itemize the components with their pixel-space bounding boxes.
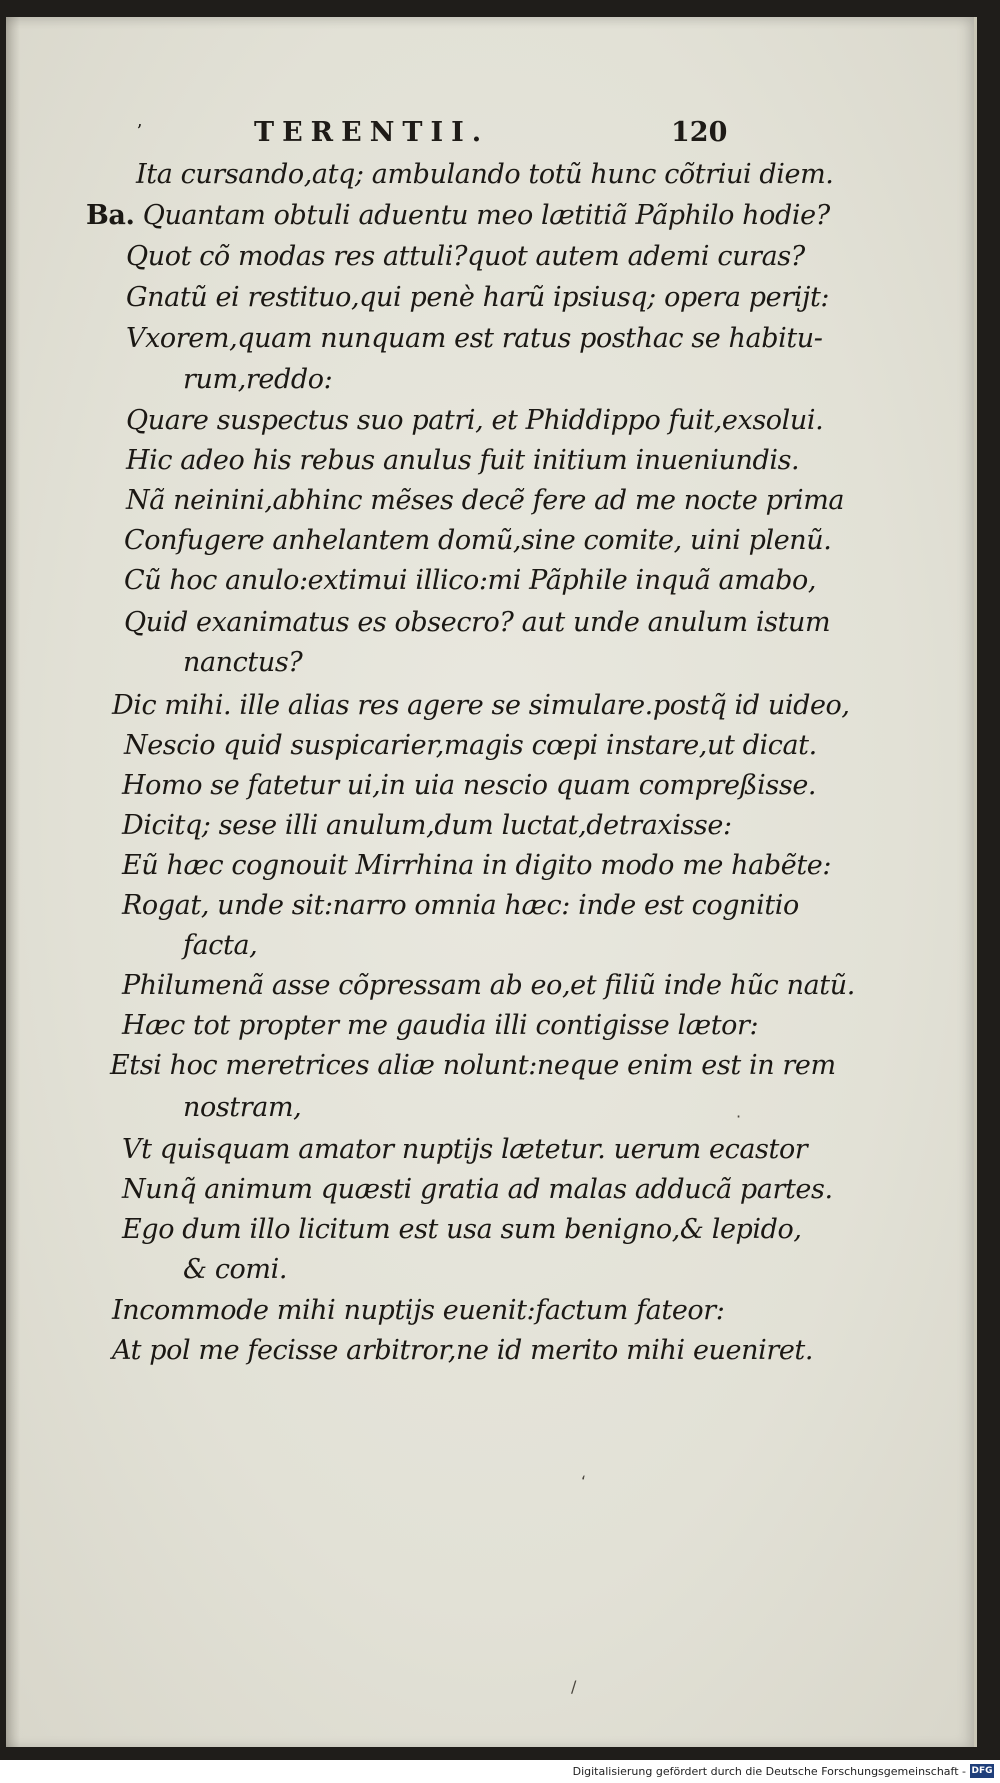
verse-line [183,647,302,678]
verse-line-text: nanctus? [183,647,303,678]
verse-line [112,1335,813,1366]
verse-line-text: Nescio quid suspicarier,magis cœpi instare,ut dicat. [124,730,817,761]
verse-line [122,970,855,1001]
verse-line [86,200,830,231]
verse-line [112,1295,724,1326]
ornament-tick: ʼ [136,121,142,142]
digitization-footer [0,1760,1000,1783]
verse-line [112,690,850,721]
verse-line [126,282,829,313]
verse-line-text: Rogat, unde sit:narro omnia hæc: inde est cognitio [122,890,799,921]
verse-line-text: Hæc tot propter me gaudia illi contigisse lætor: [122,1010,759,1041]
verse-line [136,159,833,190]
verse-line [126,485,844,516]
verse-line [183,1092,301,1123]
verse-line-text: Ita cursando,atq; ambulando totũ hunc cõtriui diem. [136,159,834,190]
verse-line [122,770,816,801]
verse-line [124,730,817,761]
verse-line [183,364,332,395]
verse-line-text: Philumenã asse cõpressam ab eo,et filiũ inde hũc natũ. [122,970,855,1001]
verse-line-text: Dic mihi. ille alias res agere se simulare.postq̃ id uideo, [112,690,850,721]
verse-line-text: Hic adeo his rebus anulus fuit initium inueniundis. [126,445,800,476]
verse-line [126,405,823,436]
verse-line [122,810,732,841]
verse-line [122,1134,807,1165]
verse-line [122,1174,833,1205]
verse-line-text: Vt quisquam amator nuptijs lætetur. uerum ecastor [122,1134,808,1165]
speaker-label: Ba. [86,200,135,231]
verse-line-text: nostram, [183,1092,302,1123]
verse-line-text: Ego dum illo licitum est usa sum benigno,& lepido, [122,1214,802,1245]
verse-line [110,1050,836,1081]
verse-line [124,525,831,556]
verse-line-text: Quid exanimatus es obsecro? aut unde anulum istum [124,607,831,638]
gutter-shadow [6,17,20,1747]
verse-line-text: Nunq̃ animum quæsti gratia ad malas adducã partes. [122,1174,833,1205]
verse-line [124,607,830,638]
verse-line-text: Confugere anhelantem domũ,sine comite, uini plenũ. [124,525,832,556]
page-number: 120 [671,117,728,148]
verse-line [126,445,799,476]
verse-line [126,241,805,272]
verse-line-text: Incommode mihi nuptijs euenit:factum fateor: [112,1295,725,1326]
verse-line-text: Homo se fatetur ui,in uia nescio quam compreßisse. [122,770,817,801]
verse-line-text: rum,reddo: [183,364,333,395]
verse-line-text: Dicitq; sese illi anulum,dum luctat,detraxisse: [122,810,732,841]
verse-line-text: Eũ hæc cognouit Mirrhina in digito modo me habẽte: [122,850,832,881]
verse-line-text: & comi. [183,1254,288,1285]
verse-line-text: Quantam obtuli aduentu meo lætitiã Pãphilo hodie? [142,200,830,231]
verse-line [122,850,831,881]
verse-line [122,1214,802,1245]
verse-line [122,1010,758,1041]
verse-line [183,930,257,961]
verse-line [122,890,799,921]
ink-speck: · [736,1107,742,1126]
ink-speck: / [571,1677,577,1696]
verse-line-text: Quot cõ modas res attuli?quot autem ademi curas? [126,241,805,272]
verse-line-text: facta, [183,930,258,961]
verse-line-text: Etsi hoc meretrices aliæ nolunt:neque enim est in rem [110,1050,836,1081]
verse-line-text: Vxorem,quam nunquam est ratus posthac se habitu- [126,323,823,354]
footer-credit: Digitalisierung gefördert durch die Deutsche Forschungsgemeinschaft - [572,1765,966,1778]
verse-line-text: Gnatũ ei restituo,qui penè harũ ipsiusq; opera perijt: [126,282,830,313]
verse-line-text: At pol me fecisse arbitror,ne id merito mihi eueniret. [112,1335,814,1366]
verse-line-text: Nã neinini,abhinc mẽses decẽ fere ad me nocte prima [126,485,845,516]
verse-line [124,565,816,596]
running-head [6,117,974,157]
running-title: TERENTII. [254,117,490,148]
verse-line [126,323,823,354]
verse-line-text: Quare suspectus suo patri, et Phiddippo fuit,exsolui. [126,405,824,436]
dfg-logo-icon: DFG [971,1766,993,1776]
ink-speck: ‘ [581,1472,587,1491]
verse-line [183,1254,287,1285]
verse-line-text: Cũ hoc anulo:extimui illico:mi Pãphile inquã amabo, [124,565,817,596]
book-page [6,17,977,1747]
